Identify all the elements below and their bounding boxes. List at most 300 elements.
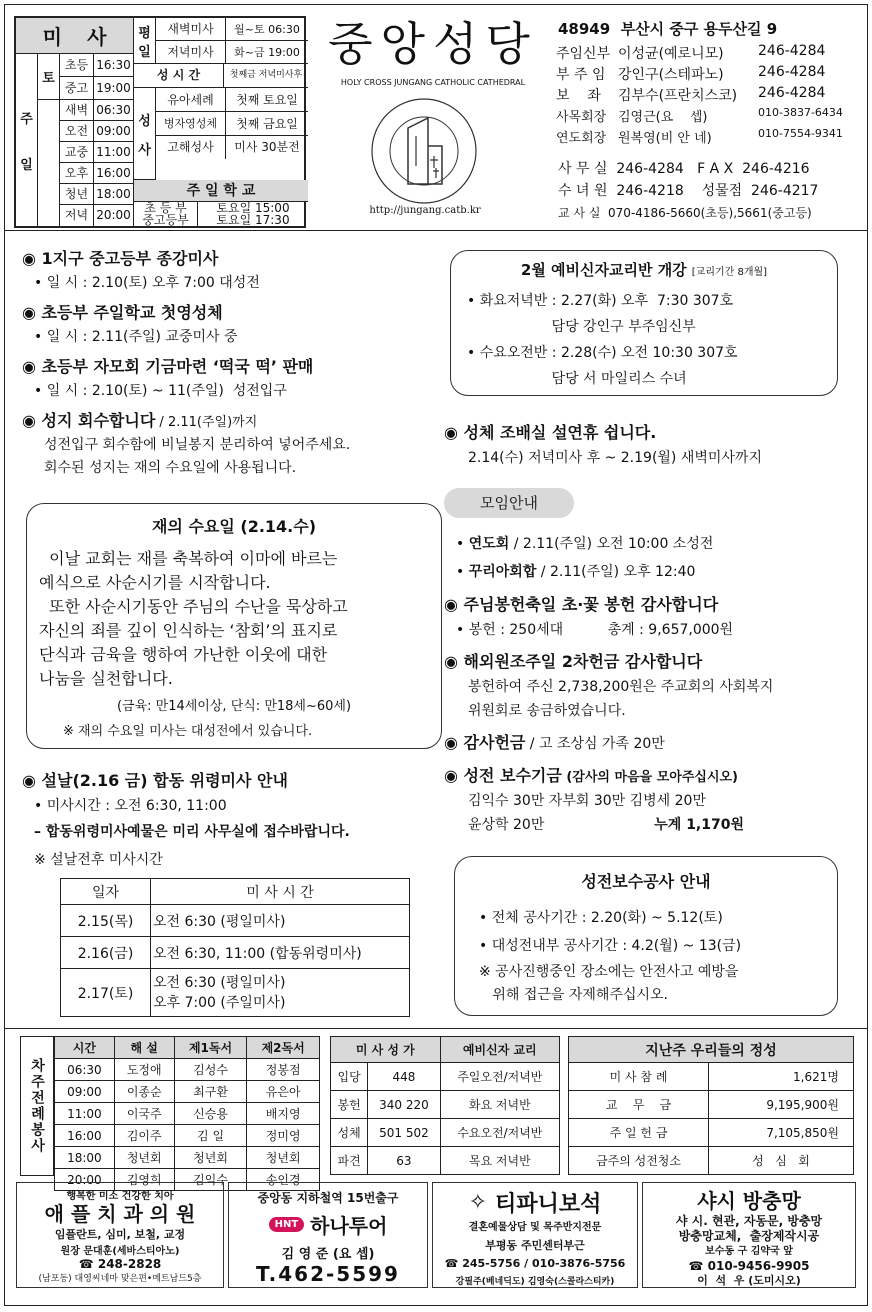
mass-name: 오전 (60, 121, 94, 141)
repair-line: • 전체 공사기간 : 2.20(화) ~ 5.12(토) (479, 910, 723, 926)
mass-name: 초등 (60, 54, 94, 76)
notice-title-text: 초등부 자모회 기금마련 ‘떡국 떡’ 판매 (41, 357, 314, 376)
sigan-label: 성 시 간 (134, 64, 224, 87)
table-row (331, 1119, 560, 1147)
notice (22, 354, 432, 400)
sat-row (60, 54, 134, 77)
table-cell: 입당 (331, 1063, 368, 1091)
table-cell: 11:00 (55, 1103, 115, 1125)
contact-phone: 010-7554-9341 (758, 127, 843, 140)
header-divider (4, 230, 868, 231)
notice-title-suffix: (감사의 마음을 모아주십시오) (561, 770, 739, 785)
table-cell: 오전 6:30 (평일미사) 오후 7:00 (주일미사) (151, 969, 410, 1017)
notice-title-text: 성체 조배실 설연휴 쉽니다. (463, 423, 657, 442)
ash-note1: (금육: 만14세이상, 단식: 만18세~60세) (116, 699, 352, 714)
notices-left (22, 246, 432, 477)
notice (22, 246, 432, 292)
ad-travel (228, 1182, 428, 1288)
pyeongil-row (156, 18, 308, 41)
table-cell: 성 심 회 (709, 1147, 854, 1175)
mass-name: 저녁미사 (156, 41, 226, 63)
notice-title-text: 해외원조주일 2차헌금 감사합니다 (463, 652, 703, 671)
seong-char: 성 (138, 113, 151, 129)
table-cell: 이국주 (114, 1103, 174, 1125)
ad-line: 보수동 구 김약국 앞 (705, 1246, 793, 1257)
cathedral-seal (364, 96, 484, 206)
table-cell: 최구환 (174, 1081, 247, 1103)
pyeongil-rows (156, 18, 308, 64)
seongsa-row (156, 136, 308, 159)
catechumen-line: 담당 강인구 부주임신부 (467, 319, 696, 335)
ad-line: 결혼예물상담 및 목주반지전문 (468, 1222, 602, 1233)
diamond-icon: ✧ (468, 1190, 488, 1215)
notice (444, 592, 864, 639)
school-title: 주 일 학 교 (134, 180, 308, 202)
school-time: 토요일 17:30 (216, 213, 290, 227)
school-time: 토요일 15:00 (216, 201, 290, 215)
catechumen-title: 2월 예비신자교리반 개강 (520, 261, 687, 279)
contact-name: 김영근(요 셉) (618, 110, 708, 125)
table-row (55, 1059, 320, 1081)
sacrament-name: 고해성사 (156, 136, 226, 159)
sigan-row (134, 64, 308, 88)
seollal-section (22, 768, 442, 869)
parish-title: 중앙성당 (328, 17, 538, 71)
pyeong-char: 평 (138, 25, 151, 41)
notice-title-text: 초등부 주일학교 첫영성체 (41, 303, 223, 322)
parish-subtitle: HOLY CROSS JUNGANG CATHOLIC CATHEDRAL (340, 78, 526, 87)
mass-time: 19:00 (94, 77, 134, 99)
table-cell: 김익수 (174, 1169, 247, 1191)
mass-time: 09:00 (94, 121, 134, 141)
table-cell: 20:00 (55, 1169, 115, 1191)
contact-name: 원복영(비 안 네) (618, 131, 712, 146)
table-cell: 정미영 (247, 1125, 320, 1147)
ash-body (39, 547, 429, 691)
mass-name: 새벽 (60, 100, 94, 120)
table-row (55, 1103, 320, 1125)
ad-jewelry (432, 1182, 638, 1288)
sunday-row (60, 163, 134, 184)
school-dept: 중고등부 (134, 214, 198, 226)
notice-line: 윤상학 20만 (468, 817, 545, 833)
table-row (61, 879, 410, 905)
table-cell: 2.15(목) (61, 905, 151, 937)
contact-role: 보 좌 (556, 88, 601, 104)
parish-url: http://jungang.catb.kr (369, 205, 481, 216)
table-header: 일자 (61, 879, 151, 905)
ad-line: 부평동 주민센터부근 (485, 1239, 585, 1252)
notice-title: ◉ 초등부 자모회 기금마련 ‘떡국 떡’ 판매 (22, 357, 314, 376)
table-row (331, 1037, 560, 1063)
notice (22, 300, 432, 346)
contact-role: 사목회장 (556, 110, 607, 125)
table-cell: 63 (368, 1147, 440, 1175)
catechumen-note: [교리기간 8개월] (691, 267, 768, 278)
mass-time: 11:00 (94, 142, 134, 162)
ad-name: 애 플 치 과 의 원 (44, 1202, 196, 1226)
mass-schedule (14, 16, 306, 228)
mass-time: 20:00 (94, 205, 134, 226)
table-cell: 2.17(토) (61, 969, 151, 1017)
ad-dental (16, 1182, 224, 1288)
ash-line: 나눔을 실천합니다. (39, 669, 173, 688)
catechumen-heading (467, 259, 821, 280)
meeting-detail: / 2.11(주일) 오후 12:40 (540, 564, 696, 580)
thanks-list (444, 592, 864, 834)
notice-title-text: 성전 보수기금 (463, 766, 562, 785)
table-row (569, 1147, 854, 1175)
table-cell: 오전 6:30 (평일미사) (151, 905, 410, 937)
table-cell: 교 무 금 (569, 1091, 709, 1119)
table-header: 해 설 (114, 1037, 174, 1059)
notice-title: ◉ 주님봉헌축일 초·꽃 봉헌 감사합니다 (444, 595, 719, 614)
table-header: 지난주 우리들의 정성 (569, 1037, 854, 1063)
contact-row (556, 106, 856, 127)
table-cell: 목요 저녁반 (440, 1147, 559, 1175)
notice-line: 위원회로 송금하였습니다. (468, 703, 626, 719)
ad-slogan: 행복한 미소 건강한 치아 (66, 1191, 174, 1202)
serving-side (20, 1036, 54, 1176)
mass-time: 06:30 (94, 100, 134, 120)
table-row (569, 1063, 854, 1091)
ad-person: 김 영 준 (요 셉) (281, 1247, 375, 1262)
il2-char: 일 (20, 157, 33, 173)
table-cell: 성체 (331, 1119, 368, 1147)
table-cell: 주 일 헌 금 (569, 1119, 709, 1147)
serving-table (54, 1036, 320, 1191)
sunday-row (60, 142, 134, 163)
ad-brand-row (229, 1210, 427, 1239)
ad-line: 원장 문대훈(세바스티아노) (60, 1246, 180, 1257)
table-cell: 이종순 (114, 1081, 174, 1103)
juil-label (16, 54, 38, 226)
sunday-row (60, 121, 134, 142)
table-cell: 청년회 (114, 1147, 174, 1169)
mass-name: 저녁 (60, 205, 94, 226)
sunday-rows (60, 100, 134, 226)
ad-name: 티파니보석 (495, 1192, 602, 1217)
meeting-detail: / 2.11(주일) 오전 10:00 소성전 (513, 536, 714, 552)
sunday-row (60, 205, 134, 226)
seongsa-row (156, 88, 308, 112)
ad-line: ☎ 010-9456-9905 (688, 1259, 810, 1273)
contact-role: 연도회장 (556, 131, 607, 146)
table-row (61, 905, 410, 937)
table-cell: 유은아 (247, 1081, 320, 1103)
table-cell: 7,105,850원 (709, 1119, 854, 1147)
catechumen-box (450, 250, 838, 396)
notice-title-text: 성지 회수합니다 (41, 411, 156, 430)
ad-line: ☎ 245-5756 / 010-3876-5756 (444, 1257, 626, 1270)
table-cell: 김성수 (174, 1059, 247, 1081)
table-cell: 1,621명 (709, 1063, 854, 1091)
notice-line: • 봉헌 : 250세대 총계 : 9,657,000원 (456, 622, 734, 638)
table-cell: 파견 (331, 1147, 368, 1175)
adoration-notice (444, 420, 854, 467)
sa2-char: 사 (138, 142, 151, 158)
notice-title: ◉ 성전 보수기금 (감사의 마음을 모아주십시오) (444, 766, 739, 785)
notice-line: 2.14(수) 저녁미사 후 ~ 2.19(월) 새벽미사까지 (468, 450, 762, 466)
notice (22, 408, 432, 477)
notice-title: ◉ 초등부 주일학교 첫영성체 (22, 303, 223, 322)
contact-row (556, 43, 856, 64)
notice (444, 730, 864, 753)
office-line: 교 사 실 070-4186-5660(초등),5661(중고등) (558, 206, 812, 220)
notice-title: ◉ 성체 조배실 설연휴 쉽니다. (444, 423, 657, 442)
table-row (55, 1147, 320, 1169)
table-cell: 봉헌 (331, 1091, 368, 1119)
seongsa-label (134, 88, 156, 180)
ad-line: 이 석 우 (도미시오) (697, 1274, 801, 1287)
sacrament-name: 유아세례 (156, 88, 226, 111)
sat-label (38, 54, 60, 100)
hnt-logo-icon: HNT (269, 1217, 305, 1232)
table-cell: 09:00 (55, 1081, 115, 1103)
table-cell: 448 (368, 1063, 440, 1091)
table-row (55, 1081, 320, 1103)
table-cell: 청년회 (247, 1147, 320, 1169)
school-dept: 초 등 부 (134, 202, 198, 226)
ash-line: 또한 사순시기동안 주님의 수난을 묵상하고 (39, 597, 348, 616)
ash-line: 예식으로 사순시기를 시작합니다. (39, 573, 271, 592)
table-row (569, 1119, 854, 1147)
mass-name: 청년 (60, 184, 94, 204)
table-cell: 18:00 (55, 1147, 115, 1169)
table-row (331, 1063, 560, 1091)
table-cell: 정봉점 (247, 1059, 320, 1081)
notice-title-suffix: / 2.11(주일)까지 (155, 415, 258, 430)
table-cell: 청년회 (174, 1147, 247, 1169)
ad-name: 샤시 방충망 (697, 1189, 801, 1213)
table-cell: 도정애 (114, 1059, 174, 1081)
notice-line: 김익수 30만 자부회 30만 김병세 20만 (468, 793, 706, 809)
ad-line: 샤 시. 현관, 자동문, 방충망 (675, 1214, 823, 1228)
catechumen-body (467, 288, 821, 392)
contact-row (556, 85, 856, 106)
offering-table (568, 1036, 854, 1175)
contacts (556, 43, 856, 148)
sat-row (60, 77, 134, 100)
ad-line: ☎ 248-2828 (78, 1257, 162, 1271)
table-cell: 송인경 (247, 1169, 320, 1191)
ad-line: (남포동) 대영씨네마 맞은편•메트남드5층 (38, 1274, 202, 1284)
mass-time: 화~금 19:00 (234, 46, 300, 59)
office-line: 사 무 실 246-4284 F A X 246-4216 (558, 161, 810, 177)
catechumen-line: 담당 서 마일리스 수녀 (467, 371, 687, 387)
contact-role: 부 주 임 (556, 67, 606, 83)
repair-title: 성전보수공사 안내 (581, 872, 711, 891)
to-char: 토 (42, 71, 55, 86)
ad-sash (642, 1182, 856, 1288)
meeting-list (456, 530, 856, 586)
table-cell: 06:30 (55, 1059, 115, 1081)
seollal-table (60, 878, 410, 1017)
seollal-line: ※ 설날전후 미사시간 (34, 852, 163, 868)
seongsa-row (156, 112, 308, 136)
misa-char: 미 (42, 25, 62, 49)
notice-title: ◉ 1지구 중고등부 종강미사 (22, 249, 219, 268)
sigan-value: 첫째금 저녁미사후 (229, 70, 303, 80)
notice-title-text: 1지구 중고등부 종강미사 (41, 249, 219, 268)
ash-line: 단식과 금육을 행하여 가난한 이웃에 대한 (39, 645, 328, 664)
ash-wednesday-box (26, 503, 442, 749)
ad-brand: 하나투어 (310, 1214, 388, 1238)
notice (444, 763, 864, 834)
table-row (61, 937, 410, 969)
ad-line: 강필주(베네딕도) 김영숙(스콜라스티카) (455, 1277, 615, 1287)
notice-line: • 일 시 : 2.10(토) 오후 7:00 대성전 (34, 275, 260, 291)
seollal-title-text: 설날(2.16 금) 합동 위령미사 안내 (41, 771, 288, 790)
notice (444, 649, 864, 720)
ash-line: 이날 교회는 재를 축복하여 이마에 바르는 (39, 549, 338, 568)
notice-line: 회수된 성지는 재의 수요일에 사용됩니다. (44, 460, 297, 476)
table-cell: 배지영 (247, 1103, 320, 1125)
table-row (331, 1091, 560, 1119)
contact-row (556, 64, 856, 85)
repair-body (479, 904, 813, 1006)
notice-title-text: 주님봉헌축일 초·꽃 봉헌 감사합니다 (463, 595, 719, 614)
address: 48949 부산시 중구 용두산길 9 (558, 20, 778, 38)
sacrament-name: 병자영성체 (156, 112, 226, 135)
table-cell: 김 일 (174, 1125, 247, 1147)
seollal-line: • 미사시간 : 오전 6:30, 11:00 (34, 798, 227, 814)
bottom-divider (4, 1028, 868, 1029)
contact-phone: 246-4284 (758, 64, 826, 80)
ad-top: 중앙동 지하철역 15번출구 (257, 1191, 399, 1205)
sacrament-time: 첫째 토요일 (236, 93, 298, 107)
mass-time: 16:00 (94, 163, 134, 183)
contact-row (556, 127, 856, 148)
table-row (569, 1037, 854, 1063)
ash-line: 자신의 죄를 깊이 인식하는 ‘참회’의 표지로 (39, 621, 338, 640)
table-cell: 2.16(금) (61, 937, 151, 969)
table-cell: 미 사 참 례 (569, 1063, 709, 1091)
sunday-label-col (38, 100, 60, 226)
table-cell: 수요오전/저녁반 (440, 1119, 559, 1147)
sunday-row (60, 100, 134, 121)
table-cell: 주일오전/저녁반 (440, 1063, 559, 1091)
notice-line: • 일 시 : 2.10(토) ~ 11(주일) 성전입구 (34, 383, 287, 399)
sat-rows (60, 54, 134, 100)
ash-note2: ※ 재의 수요일 미사는 대성전에서 있습니다. (63, 724, 313, 739)
table-row (55, 1125, 320, 1147)
il-char: 일 (138, 44, 151, 60)
repair-box (454, 856, 838, 1016)
misa-header (16, 18, 134, 54)
table-header: 미 사 성 가 (331, 1037, 441, 1063)
table-cell: 9,195,900원 (709, 1091, 854, 1119)
notice-title: ◉ 감사헌금 / 고 조상심 가족 20만 (444, 733, 665, 752)
mass-name: 중고 (60, 77, 94, 99)
table-cell: 화요 저녁반 (440, 1091, 559, 1119)
mass-time: 월~토 06:30 (234, 23, 300, 36)
mass-name: 교중 (60, 142, 94, 162)
sa-char: 사 (87, 25, 107, 49)
ash-title: 재의 수요일 (2.14.수) (151, 517, 317, 536)
meeting-name: 연도회 (468, 536, 510, 552)
notice-title-suffix: / 고 조상심 가족 20만 (525, 736, 665, 752)
table-cell: 금주의 성전청소 (569, 1147, 709, 1175)
seongsa-rows (156, 88, 308, 159)
table-row (61, 969, 410, 1017)
catechumen-line: • 화요저녁반 : 2.27(화) 오후 7:30 307호 (467, 293, 734, 309)
table-row (331, 1147, 560, 1175)
table-cell: 오전 6:30, 11:00 (합동위령미사) (151, 937, 410, 969)
meeting-name: 꾸리아회합 (468, 564, 537, 580)
table-row (55, 1037, 320, 1059)
mass-name: 오후 (60, 163, 94, 183)
list-item: • 연도회 / 2.11(주일) 오전 10:00 소성전 (456, 536, 714, 552)
contact-name: 김부수(프란치스코) (618, 88, 738, 104)
seollal-title: ◉ 설날(2.16 금) 합동 위령미사 안내 (22, 771, 288, 790)
ad-line: 임플란트, 심미, 보철, 교정 (54, 1228, 186, 1241)
notice-line: 성전입구 회수함에 비닐봉지 분리하여 넣어주세요. (44, 437, 351, 453)
sunday-row (60, 184, 134, 205)
ad-name-row (433, 1187, 637, 1218)
pyeongil-row (156, 41, 308, 64)
ad-phone: T.462-5599 (256, 1262, 400, 1286)
office-line: 수 녀 원 246-4218 성물점 246-4217 (558, 183, 819, 199)
contact-phone: 010-3837-6434 (758, 106, 843, 119)
contact-name: 이성균(예로니모) (618, 46, 724, 62)
notice-line: • 일 시 : 2.11(주일) 교중미사 중 (34, 329, 238, 345)
table-header: 미 사 시 간 (151, 879, 410, 905)
table-header: 예비신자 교리 (440, 1037, 559, 1063)
mass-time: 16:30 (94, 54, 134, 76)
meeting-label: 모임안내 (444, 488, 574, 518)
table-header: 제2독서 (247, 1037, 320, 1059)
table-cell: 신승용 (174, 1103, 247, 1125)
table-cell: 501 502 (368, 1119, 440, 1147)
notice-title-text: 감사헌금 (463, 733, 526, 752)
repair-line: 위해 접근을 자제해주십시오. (479, 987, 668, 1003)
sacrament-time: 첫째 금요일 (236, 117, 298, 131)
serving-side-text: 차주전례봉사 (29, 1058, 45, 1154)
table-row (569, 1091, 854, 1119)
contact-role: 주임신부 (556, 46, 611, 62)
table-cell: 16:00 (55, 1125, 115, 1147)
contact-name: 강인구(스테파노) (618, 67, 724, 83)
ju-char: 주 (20, 111, 33, 127)
seollal-line: – 합동위령미사예물은 미리 사무실에 접수바랍니다. (34, 824, 350, 840)
sacrament-time: 미사 30분전 (234, 140, 300, 154)
repair-line: ※ 공사진행중인 장소에는 안전사고 예방을 (479, 964, 739, 980)
choir-table (330, 1036, 560, 1175)
ad-line: 방충망교체, 출장제작시공 (678, 1229, 820, 1243)
notice-line: 봉헌하여 주신 2,738,200원은 주교회의 사회복지 (468, 679, 774, 695)
table-header: 제1독서 (174, 1037, 247, 1059)
notice-title: ◉ 성지 회수합니다 / 2.11(주일)까지 (22, 411, 258, 430)
list-item: • 꾸리아회합 / 2.11(주일) 오후 12:40 (456, 564, 696, 580)
pyeongil-label (134, 18, 156, 64)
mass-time: 18:00 (94, 184, 134, 204)
contact-phone: 246-4284 (758, 43, 826, 59)
total-amount: 누계 1,170원 (654, 817, 744, 833)
table-header: 시간 (55, 1037, 115, 1059)
notice-line-row (444, 814, 744, 834)
catechumen-line: • 수요오전반 : 2.28(수) 오전 10:30 307호 (467, 345, 738, 361)
office-info (558, 158, 858, 224)
table-cell: 김이주 (114, 1125, 174, 1147)
mass-name: 새벽미사 (156, 18, 226, 40)
school-row-mid (134, 214, 308, 226)
table-cell: 김영희 (114, 1169, 174, 1191)
notice-title: ◉ 해외원조주일 2차헌금 감사합니다 (444, 652, 703, 671)
contact-phone: 246-4284 (758, 85, 826, 101)
table-cell: 340 220 (368, 1091, 440, 1119)
repair-line: • 대성전내부 공사기간 : 4.2(월) ~ 13(금) (479, 938, 742, 954)
